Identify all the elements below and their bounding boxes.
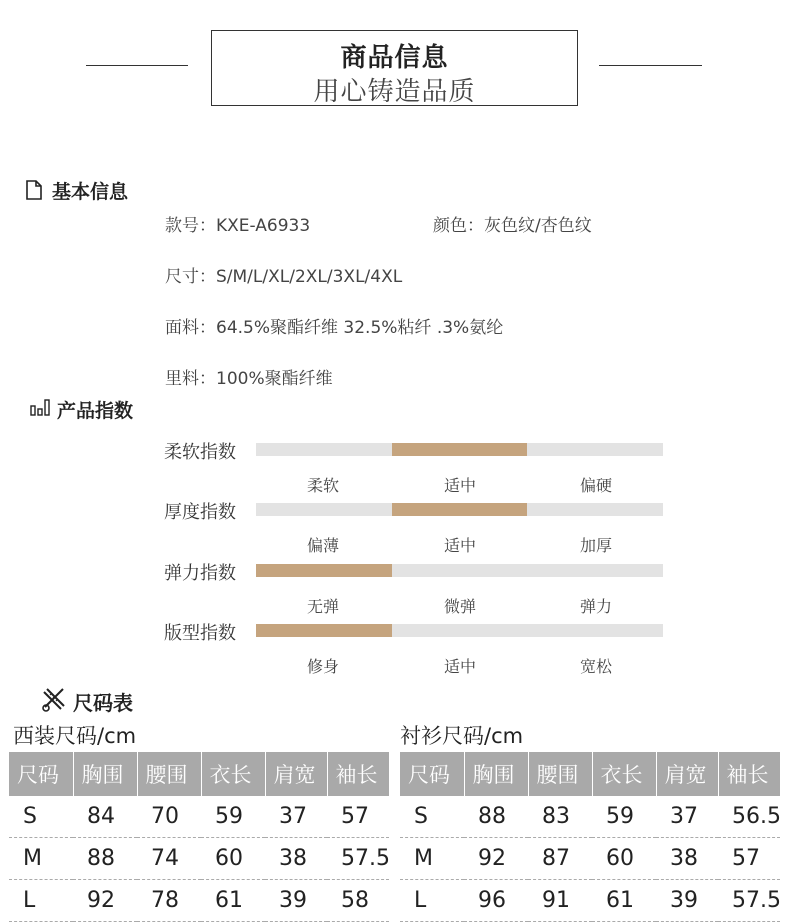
index-level-fill: [256, 624, 392, 637]
header-right-line: [599, 65, 702, 66]
index-tick-label: 加厚: [579, 536, 612, 555]
table-cell: 58: [327, 880, 389, 922]
index-tick-label: 修身: [306, 657, 339, 676]
index-level-fill: [392, 443, 528, 456]
index-label: 版型指数: [164, 623, 236, 644]
shirt-size-caption: 衬衫尺码/cm: [400, 724, 524, 748]
table-cell: 38: [656, 838, 718, 880]
table-header-cell: 尺码: [9, 752, 73, 796]
table-row: [400, 796, 780, 838]
suit-size-caption: 西装尺码/cm: [13, 724, 137, 748]
basic-info-heading: 基本信息: [52, 181, 129, 203]
ruler-scissors-icon: [41, 686, 67, 712]
table-cell: 70: [137, 796, 201, 838]
table-cell: S: [400, 796, 464, 838]
style-number: 款号：KXE-A6933: [165, 216, 311, 236]
index-tick-label: 无弹: [306, 597, 339, 616]
index-level-fill: [392, 503, 528, 516]
table-header-cell: 袖长: [327, 752, 389, 796]
index-track: [256, 564, 663, 577]
table-header-cell: 尺码: [400, 752, 464, 796]
table-cell: 39: [656, 880, 718, 922]
index-tick-label: 宽松: [579, 657, 612, 676]
table-cell: 57.5: [718, 880, 780, 922]
lining-info: 里料：100%聚酯纤维: [165, 369, 333, 389]
document-icon: [26, 180, 42, 200]
index-tick-label: 偏薄: [306, 536, 339, 555]
table-cell: 59: [201, 796, 265, 838]
table-cell: 57: [327, 796, 389, 838]
table-cell: 96: [464, 880, 528, 922]
table-row: [9, 796, 389, 838]
table-cell: 56.5: [718, 796, 780, 838]
table-cell: 61: [592, 880, 656, 922]
size-chart-heading: 尺码表: [73, 691, 133, 715]
table-cell: 39: [265, 880, 327, 922]
shirt-size-table: [400, 752, 780, 922]
table-cell: 37: [656, 796, 718, 838]
table-row: [400, 880, 780, 922]
color-info: 颜色：灰色纹/杏色纹: [433, 216, 592, 236]
fabric-info: 面料：64.5%聚酯纤维 32.5%粘纤 .3%氨纶: [165, 318, 504, 338]
page-title: 商品信息: [340, 43, 449, 73]
table-cell: 61: [201, 880, 265, 922]
index-track: [256, 503, 663, 516]
index-label: 弹力指数: [164, 563, 236, 584]
size-info: 尺寸：S/M/L/XL/2XL/3XL/4XL: [165, 267, 403, 287]
table-cell: M: [9, 838, 73, 880]
table-cell: 78: [137, 880, 201, 922]
index-tick-label: 适中: [443, 476, 476, 495]
header-title-box: [211, 30, 578, 106]
table-cell: 88: [464, 796, 528, 838]
table-cell: 92: [464, 838, 528, 880]
table-cell: S: [9, 796, 73, 838]
table-row: [400, 838, 780, 880]
index-track: [256, 443, 663, 456]
table-cell: 60: [201, 838, 265, 880]
table-header-cell: 衣长: [201, 752, 265, 796]
table-row: [9, 838, 389, 880]
index-tick-label: 微弹: [443, 597, 476, 616]
bar-chart-icon: [30, 398, 50, 416]
table-cell: 37: [265, 796, 327, 838]
table-header-cell: 袖长: [718, 752, 780, 796]
table-cell: 88: [73, 838, 137, 880]
table-header-cell: 胸围: [73, 752, 137, 796]
product-index-heading: 产品指数: [57, 400, 134, 422]
index-label: 厚度指数: [164, 502, 236, 523]
table-cell: 91: [528, 880, 592, 922]
index-tick-label: 偏硬: [579, 476, 612, 495]
index-level-fill: [256, 564, 392, 577]
table-header-cell: 肩宽: [265, 752, 327, 796]
table-cell: 57.5: [327, 838, 389, 880]
table-header-cell: 肩宽: [656, 752, 718, 796]
index-tick-label: 适中: [443, 657, 476, 676]
header-left-line: [86, 65, 188, 66]
suit-size-table: [9, 752, 389, 922]
index-label: 柔软指数: [164, 442, 236, 463]
table-cell: 92: [73, 880, 137, 922]
table-cell: L: [400, 880, 464, 922]
table-header-cell: 腰围: [137, 752, 201, 796]
page-subtitle: 用心铸造品质: [313, 77, 476, 107]
table-header-cell: 衣长: [592, 752, 656, 796]
table-cell: M: [400, 838, 464, 880]
table-cell: 87: [528, 838, 592, 880]
table-cell: 57: [718, 838, 780, 880]
table-cell: 60: [592, 838, 656, 880]
table-cell: L: [9, 880, 73, 922]
table-cell: 84: [73, 796, 137, 838]
index-track: [256, 624, 663, 637]
table-cell: 74: [137, 838, 201, 880]
index-tick-label: 弹力: [579, 597, 612, 616]
index-tick-label: 适中: [443, 536, 476, 555]
table-header-cell: 腰围: [528, 752, 592, 796]
table-cell: 38: [265, 838, 327, 880]
table-cell: 59: [592, 796, 656, 838]
table-row: [9, 880, 389, 922]
table-cell: 83: [528, 796, 592, 838]
index-tick-label: 柔软: [306, 476, 339, 495]
table-header-cell: 胸围: [464, 752, 528, 796]
